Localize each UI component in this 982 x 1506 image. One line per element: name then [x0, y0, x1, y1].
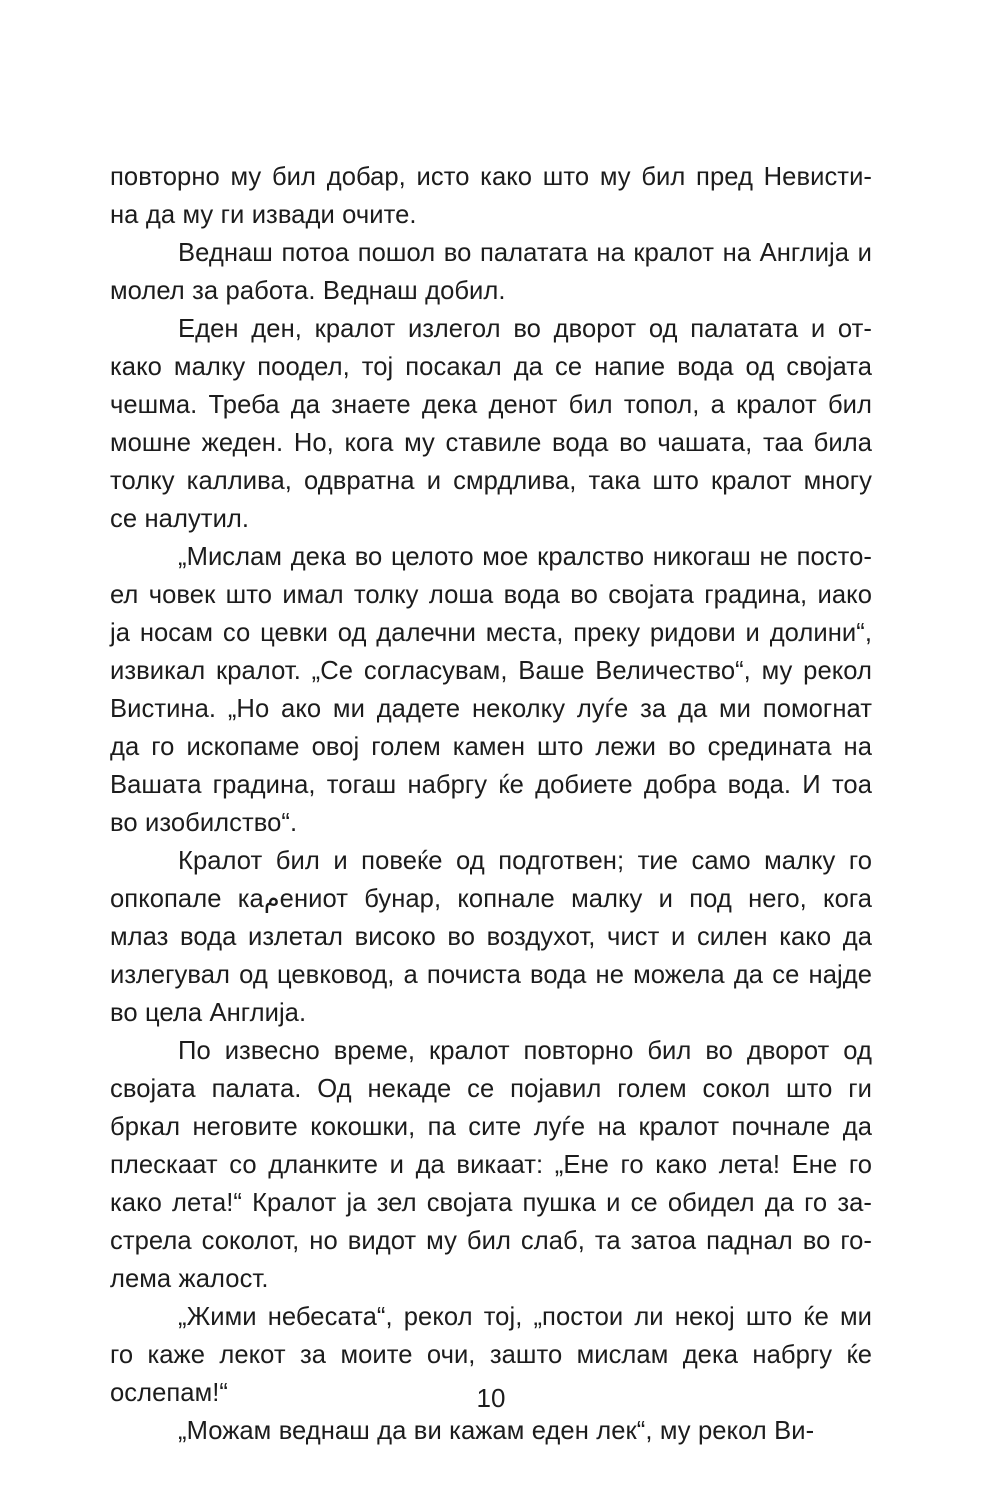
paragraph [110, 842, 872, 1032]
text-line-content: По извесно време, кралот повторно бил во дворот од [178, 1037, 872, 1065]
text-line-content: „Мислам дека во целото мое кралство никогаш не посто- [178, 543, 872, 571]
paragraph [110, 234, 872, 310]
text-line-content: „Жими небесата“, рекол тој, „постои ли некој што ќе ми [178, 1303, 872, 1331]
text-line: бркал неговите кокошки, па сите луѓе на кралот почнале да [110, 1113, 872, 1141]
text-line: Вистина. „Но ако ми дадете неколку луѓе за да ми помогнат [110, 695, 872, 723]
text-line: опкопале каمениот бунар, копнале малку и под него, кога [110, 885, 872, 913]
paragraph [110, 1412, 872, 1450]
text-line-content: Кралот бил и повеќе од подготвен; тие само малку го [178, 847, 872, 875]
text-line-content: Еден ден, кралот излегол во дворот од палатата и от- [178, 315, 872, 343]
text-line: Вашата градина, тогаш набргу ќе добиете добра вода. И тоа [110, 771, 872, 799]
text-line [110, 310, 872, 348]
text-line: ја носам со цевки од далечни места, преку ридови и долини“, [110, 619, 872, 647]
text-line: како лета!“ Кралот ја зел својата пушка и се обидел да го за- [110, 1189, 872, 1217]
text-line: мошне жеден. Но, кога му ставиле вода во чашата, таа била [110, 429, 872, 457]
text-line: како малку поодел, тој посакал да се напие вода од својата [110, 353, 872, 381]
text-line: лема жалост. [110, 1265, 269, 1293]
body-text [110, 158, 872, 1450]
paragraph [110, 538, 872, 842]
text-line [110, 1412, 872, 1450]
text-line: во изобилство“. [110, 809, 298, 837]
text-line: својата палата. Од некаде се појавил голем сокол што ги [110, 1075, 872, 1103]
text-line [110, 842, 872, 880]
text-line: во цела Англија. [110, 999, 307, 1027]
text-line: повторно му бил добар, исто како што му бил пред Невисти- [110, 163, 872, 191]
text-line: излегувал од цевковод, а почиста вода не можела да се најде [110, 961, 872, 989]
paragraph [110, 1032, 872, 1298]
text-line: да го ископаме овој голем камен што лежи во средината на [110, 733, 872, 761]
text-line: извикал кралот. „Се согласувам, Ваше Величество“, му рекол [110, 657, 872, 685]
text-line: толку каллива, одвратна и смрдлива, така што кралот многу [110, 467, 872, 495]
text-line: се налутил. [110, 505, 250, 533]
text-line [110, 234, 872, 272]
text-line: млаз вода излетал високо во воздухот, чист и силен како да [110, 923, 872, 951]
text-line: ослепам!“ [110, 1379, 228, 1407]
paragraph [110, 158, 872, 234]
page-number: 10 [476, 1383, 506, 1413]
text-line [110, 1298, 872, 1336]
text-line: ел човек што имал толку лоша вода во својата градина, иако [110, 581, 872, 609]
text-line-content: „Можам веднаш да ви кажам еден лек“, му рекол Ви- [178, 1417, 815, 1445]
text-line: молел за работа. Веднаш добил. [110, 277, 506, 305]
text-line: на да му ги извади очите. [110, 201, 417, 229]
paragraph [110, 310, 872, 538]
text-line [110, 538, 872, 576]
text-line: го каже лекот за моите очи, зашто мислам дека набргу ќе [110, 1341, 872, 1369]
text-line [110, 1032, 872, 1070]
text-line: чешма. Треба да знаете дека денот бил топол, а кралот бил [110, 391, 872, 419]
text-line-content: Веднаш потоа пошол во палатата на кралот на Англија и [178, 239, 872, 267]
text-line: стрела соколот, но видот му бил слаб, та затоа паднал во го- [110, 1227, 872, 1255]
text-line: плескаат со дланките и да викаат: „Ене го како лета! Ене го [110, 1151, 872, 1179]
